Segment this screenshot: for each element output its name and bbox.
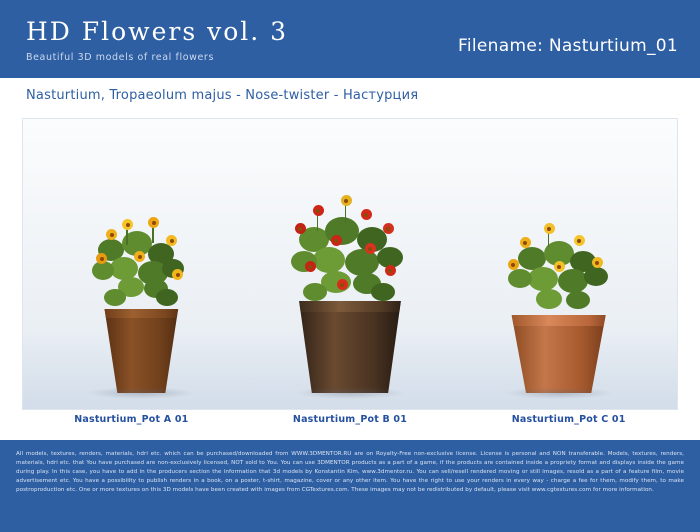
flower-blossom <box>383 223 394 234</box>
plant-item-a[interactable] <box>41 143 241 393</box>
flower-blossom <box>544 223 555 234</box>
plant-item-c[interactable] <box>459 143 659 393</box>
page-header <box>0 0 700 78</box>
plant-item-b[interactable] <box>250 143 450 393</box>
caption-pot-a: Nasturtium_Pot A 01 <box>74 414 189 425</box>
foliage-c <box>474 201 644 321</box>
pot-rim <box>101 309 181 318</box>
flower-blossom <box>122 219 133 230</box>
flower-blossom <box>520 237 531 248</box>
flower-blossom <box>385 265 396 276</box>
filename-label: Filename: Nasturtium_01 <box>458 36 678 56</box>
flower-blossom <box>361 209 372 220</box>
pot-shadow <box>295 387 405 399</box>
flower-blossom <box>554 261 565 272</box>
flower-blossom <box>365 243 376 254</box>
flower-blossom <box>166 235 177 246</box>
pot-shadow <box>86 387 196 399</box>
page-footer <box>0 440 700 532</box>
brand-title: HD Flowers vol. 3 <box>26 17 289 47</box>
caption-pot-b: Nasturtium_Pot B 01 <box>292 414 408 425</box>
brand-subtitle: Beautiful 3D models of real flowers <box>26 51 214 63</box>
plant-row <box>23 119 677 409</box>
foliage-b <box>265 187 435 307</box>
species-subtitle: Nasturtium, Tropaeolum majus - Nose-twister - Настурция <box>26 88 419 103</box>
pot-b <box>297 301 403 393</box>
brand-block <box>26 15 288 62</box>
gallery-panel <box>22 118 678 410</box>
flower-blossom <box>337 279 348 290</box>
pot-rim <box>508 315 610 326</box>
flower-blossom <box>106 229 117 240</box>
flower-blossom <box>295 223 306 234</box>
flower-blossom <box>305 261 316 272</box>
pot-rim <box>297 301 403 312</box>
license-text: All models, textures, renders, materials, hdri etc. which can be purchased/downloaded from WWW.3DMENTOR.RU are on Royalty-Free non-exclusive license. License is personal and NON transferable. Models, textures, renders, materials, hdri etc. that You have purchased are non-exclusively licensed, NOT sold to You. You can use 3DMENTOR products as a part of a game, if the products are contained inside a propriety format and displays inside the game during play. In this case, you have to add in the producers section the information that 3d models by Konstantin Kim, www.3dmentor.ru. You can sell/resell rendered moving or still images, resold as a part of a feature film, movie advertisement etc. You have a possibility to publish renders in a book, on a poster, t-shirt, magazine, cover or any other item. You have the right to use your renders in every way - charge a fee for them, modify them, to make postroproduction etc. One or more textures on this 3D models have been created with images from CGTextures.com. These images may not be redistributed by default, please visit www.cgtextures.com for more information. <box>16 451 684 494</box>
flower-blossom <box>331 235 342 246</box>
pot-shadow <box>504 387 614 399</box>
pot-a <box>101 309 181 393</box>
flower-blossom <box>172 269 183 280</box>
flower-blossom <box>508 259 519 270</box>
flower-blossom <box>592 257 603 268</box>
pot-c <box>511 315 607 393</box>
caption-row <box>22 414 678 425</box>
flower-blossom <box>134 251 145 262</box>
flower-blossom <box>148 217 159 228</box>
flower-blossom <box>341 195 352 206</box>
flower-blossom <box>574 235 585 246</box>
foliage-a <box>56 195 226 315</box>
flower-blossom <box>313 205 324 216</box>
caption-pot-c: Nasturtium_Pot C 01 <box>511 414 626 425</box>
